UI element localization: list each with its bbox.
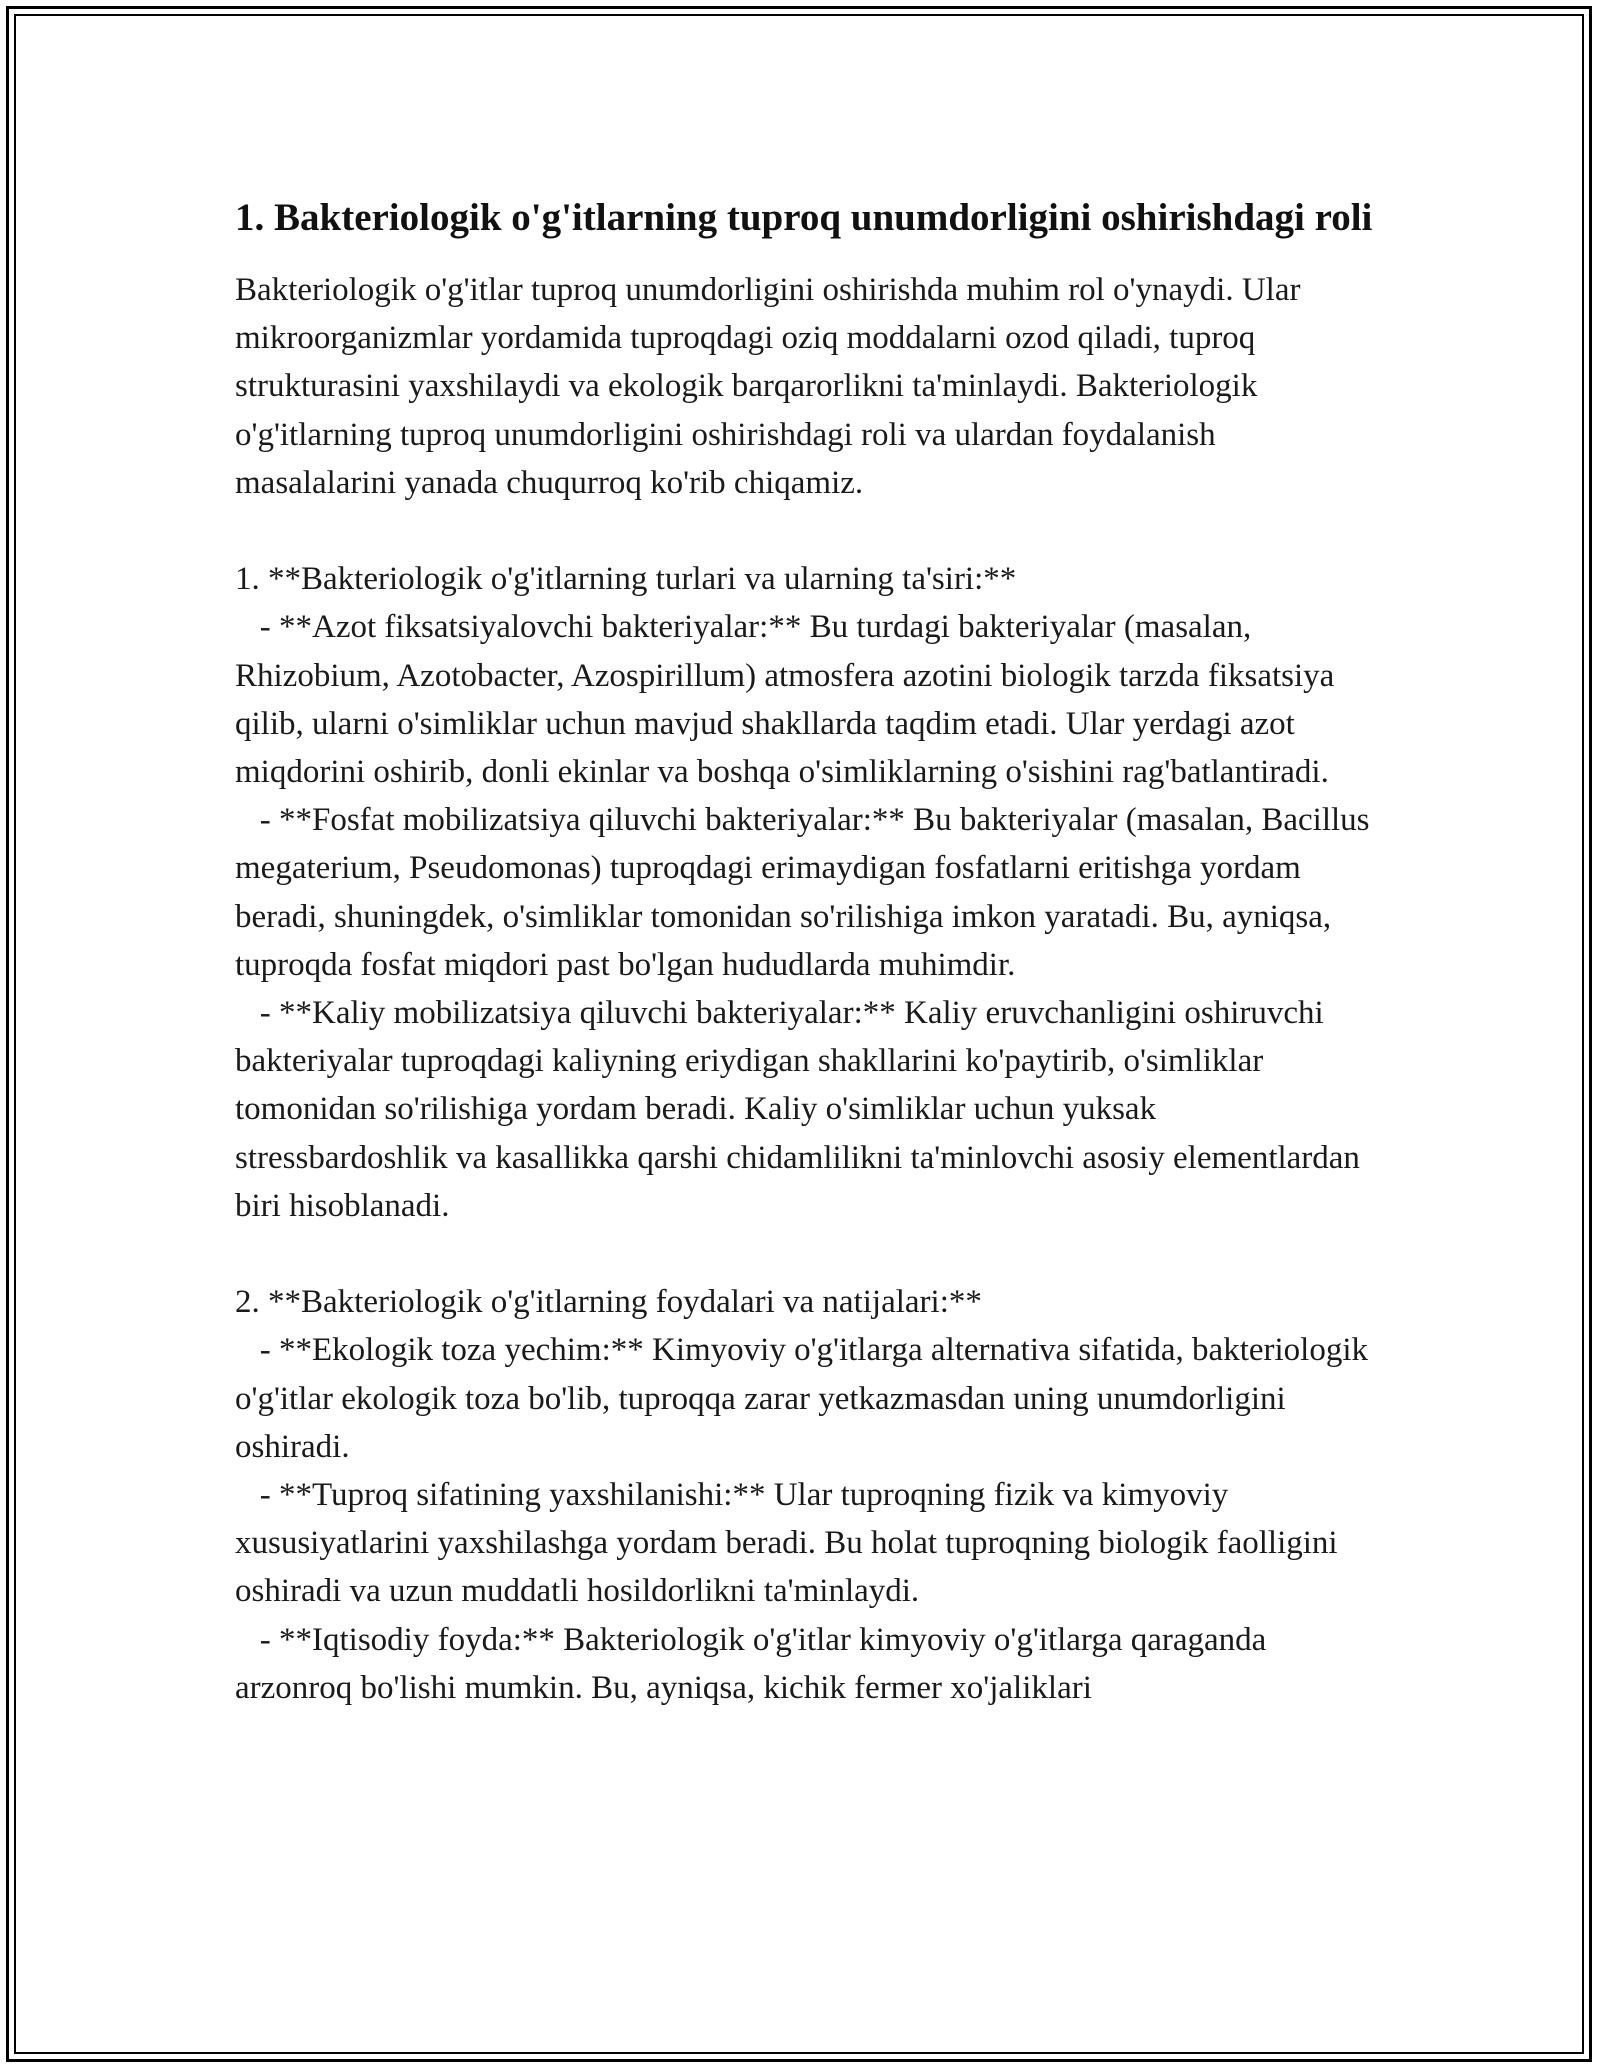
document-title: 1. Bakteriologik o'g'itlarning tuproq unumdorligini oshirishdagi roli — [235, 196, 1373, 239]
document-content — [235, 190, 1375, 1712]
document-body: Bakteriologik o'g'itlar tuproq unumdorligini oshirishda muhim rol o'ynaydi. Ular mikroorganizmlar yordamida tuproqdagi oziq moddalarni ozod qiladi, tuproq strukturasini yaxshilaydi va ekologik barqarorlikni ta'minlaydi. Bakteriologik o'g'itlarning tuproq unumdorligini oshirishdagi roli va ulardan foydalanish masalalarini yanada chuqurroq ko'rib chiqamiz. 1. **Bakteriologik o'g'itlarning turlari va ularning ta'siri:** - **Azot fiksatsiyalovchi bakteriyalar:** Bu turdagi bakteriyalar (masalan, Rhizobium, Azotobacter, Azospirillum) atmosfera azotini biologik tarzda fiksatsiya qilib, ularni o'simliklar uchun mavjud shakllarda taqdim etadi. Ular yerdagi azot miqdorini oshirib, donli ekinlar va boshqa o'simliklarning o'sishini rag'batlantiradi. - **Fosfat mobilizatsiya qiluvchi bakteriyalar:** Bu bakteriyalar (masalan, Bacillus megaterium, Pseudomonas) tuproqdagi erimaydigan fosfatlarni eritishga yordam beradi, shuningdek, o'simliklar tomonidan so'rilishiga imkon yaratadi. Bu, ayniqsa, tuproqda fosfat miqdori past bo'lgan hududlarda muhimdir. - **Kaliy mobilizatsiya qiluvchi bakteriyalar:** Kaliy eruvchanligini oshiruvchi bakteriyalar tuproqdagi kaliyning eriydigan shakllarini ko'paytirib, o'simliklar tomonidan so'rilishiga yordam beradi. Kaliy o'simliklar uchun yuksak stressbardoshlik va kasallikka qarshi chidamlilikni ta'minlovchi asosiy elementlardan biri hisoblanadi. 2. **Bakteriologik o'g'itlarning foydalari va natijalari:** - **Ekologik toza yechim:** Kimyoviy o'g'itlarga alternativa sifatida, bakteriologik o'g'itlar ekologik toza bo'lib, tuproqqa zarar yetkazmasdan uning unumdorligini oshiradi. - **Tuproq sifatining yaxshilanishi:** Ular tuproqning fizik va kimyoviy xususiyatlarini yaxshilashga yordam beradi. Bu holat tuproqning biologik faolligini oshiradi va uzun muddatli hosildorlikni ta'minlaydi. - **Iqtisodiy foyda:** Bakteriologik o'g'itlar kimyoviy o'g'itlarga qaraganda arzonroq bo'lishi mumkin. Bu, ayniqsa, kichik fermer xo'jaliklari — [235, 272, 1370, 1706]
